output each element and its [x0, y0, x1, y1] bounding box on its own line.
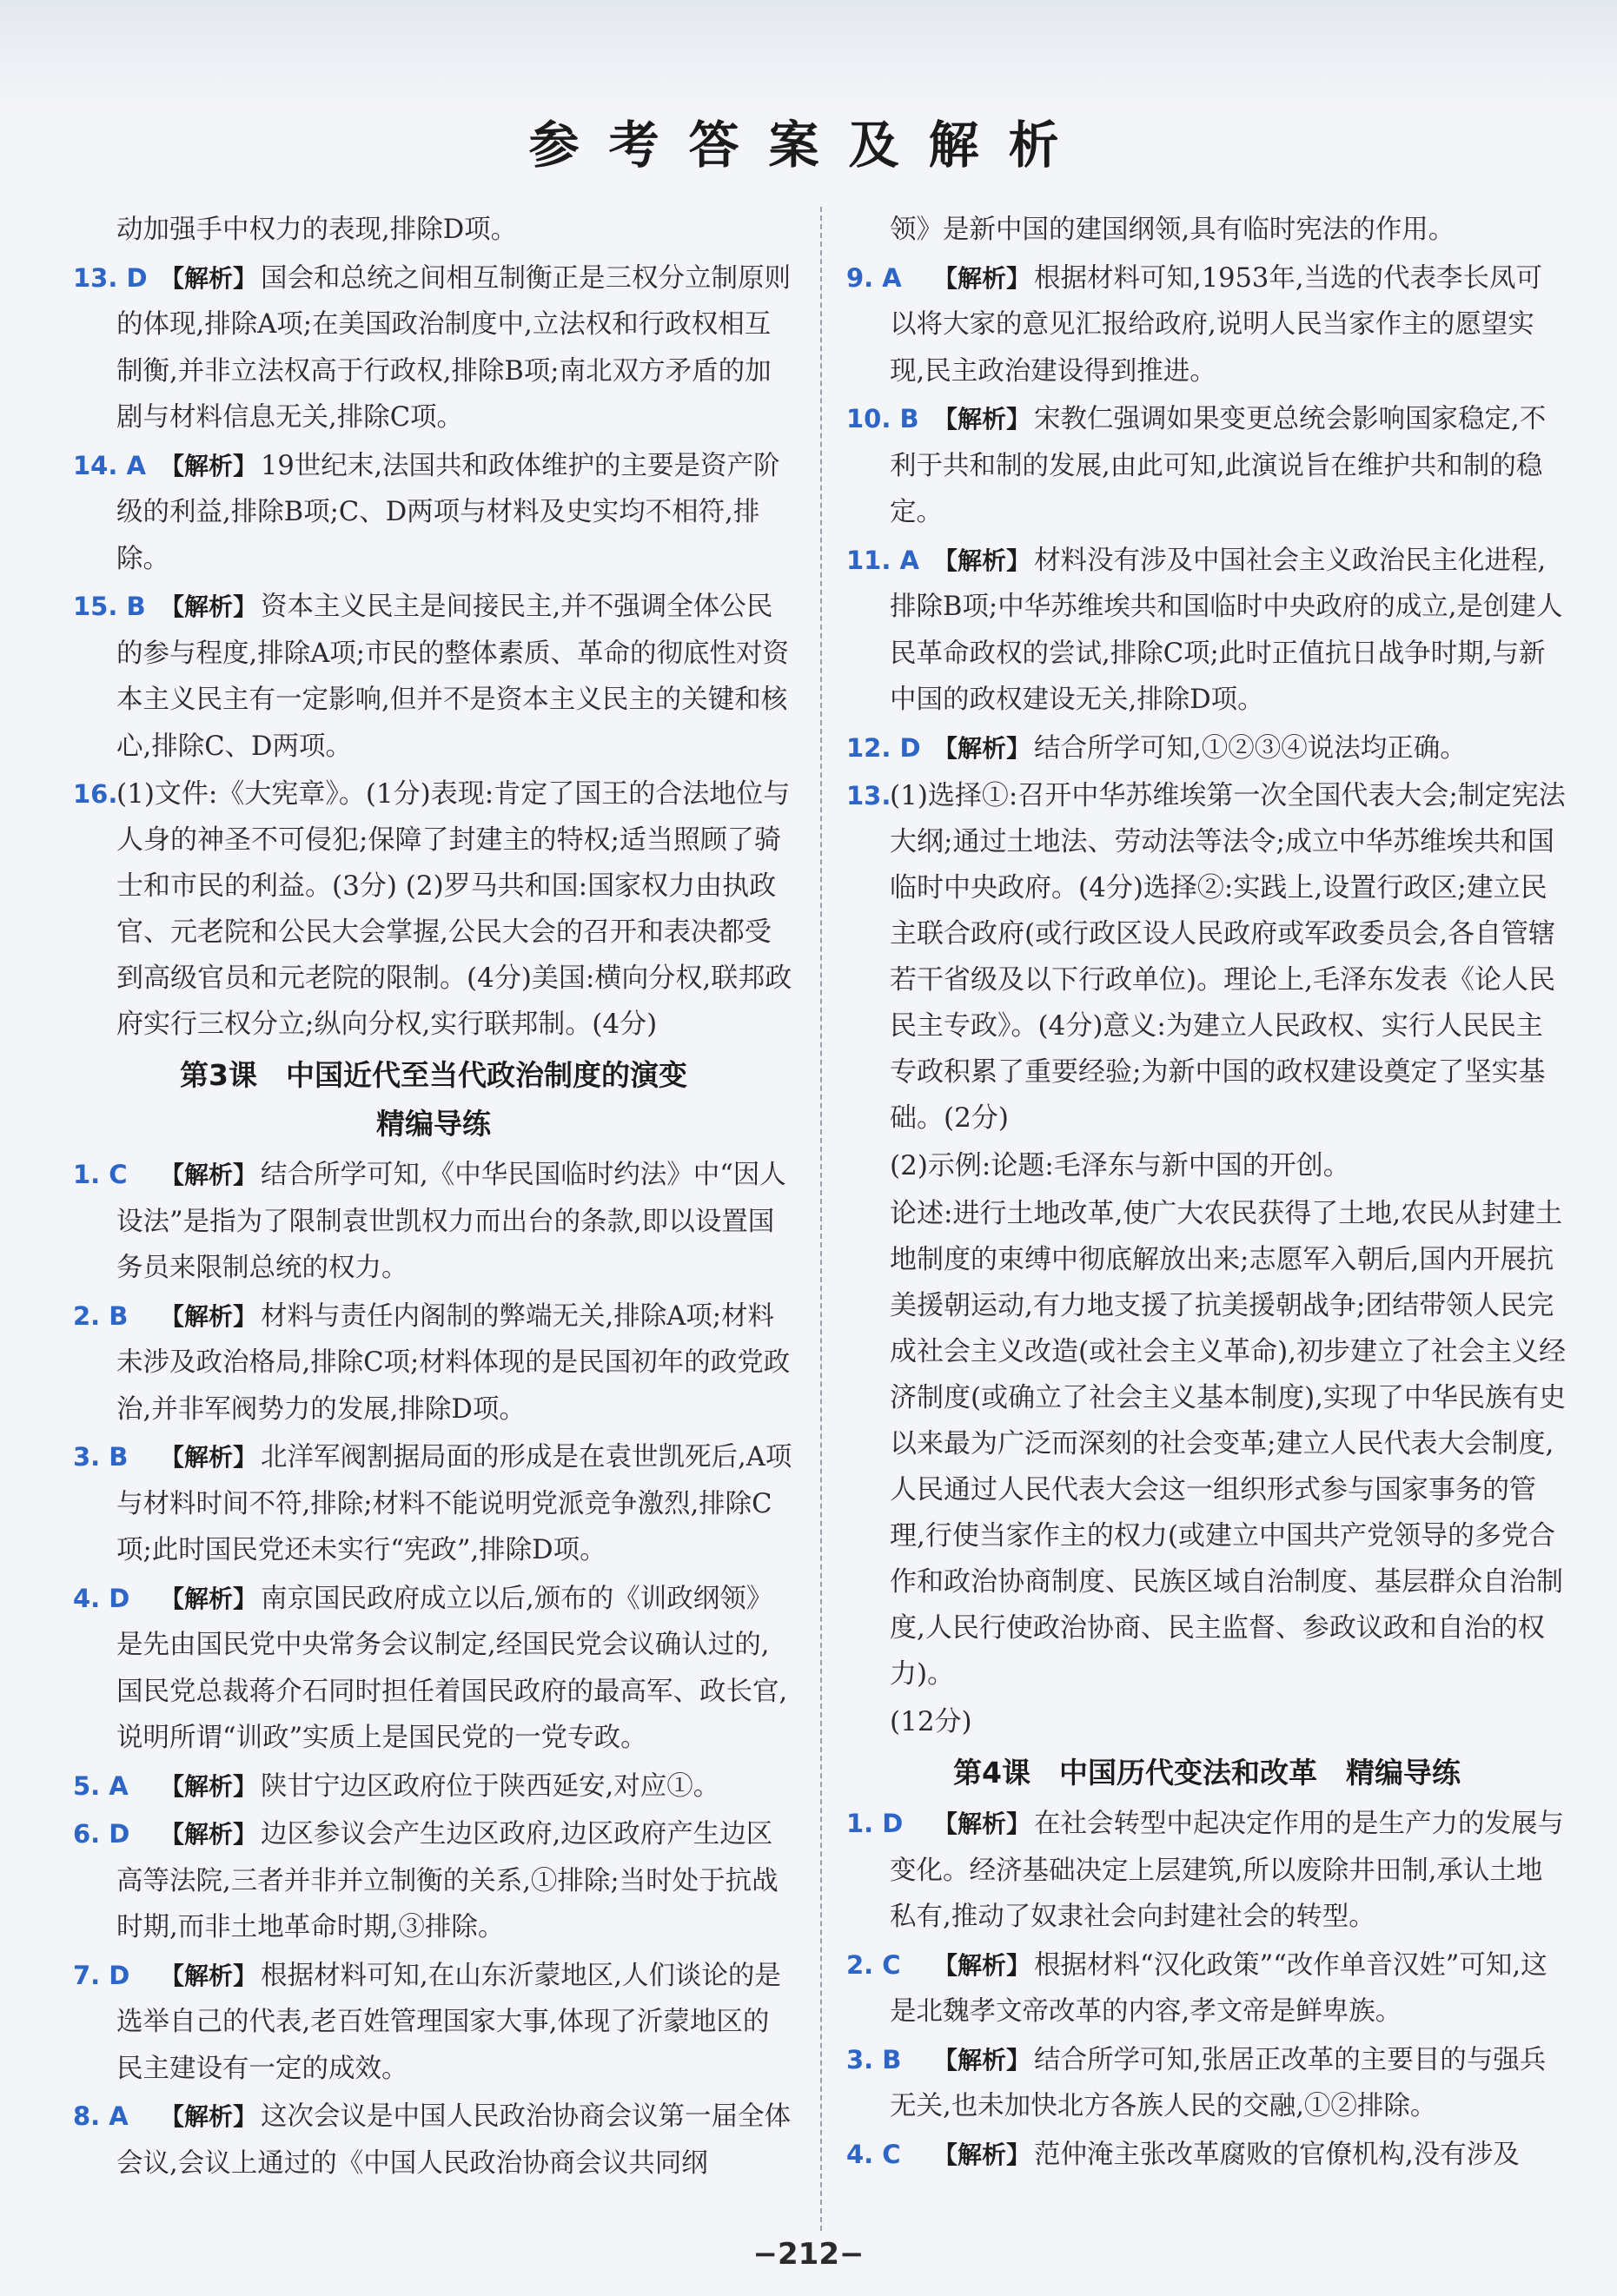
analysis-tag: 【解析】 [160, 1301, 258, 1331]
answer-item [73, 1152, 794, 1292]
analysis-tag: 【解析】 [160, 1820, 258, 1849]
answer-item [73, 2094, 794, 2187]
answer-number: 2. B [73, 1300, 129, 1331]
answer-text: 陕甘宁边区政府位于陕西延安,对应①。 [261, 1770, 720, 1802]
analysis-tag: 【解析】 [160, 1443, 258, 1472]
analysis-tag: 【解析】 [160, 451, 258, 480]
answer-number: 5. A [73, 1770, 129, 1801]
page-title: 参考答案及解析 [528, 116, 1089, 175]
analysis-tag: 【解析】 [160, 1161, 258, 1189]
answer-text: 这次会议是中国人民政治协商会议第一届全体会议,会议上通过的《中国人民政治协商会议共同纲 [116, 2101, 792, 2179]
answer-number: 6. D [73, 1819, 130, 1849]
answer-text: 资本主义民主是间接民主,并不强调全体公民的参与程度,排除A项;市民的整体素质、革命的彻底性对资本主义民主有一定影响,但并不是资本主义民主的关键和核心,排除C、D两项。 [116, 592, 789, 762]
answer-text: 南京国民政府成立以后,颁布的《训政纲领》是先由国民党中央常务会议制定,经国民党会议确认过的,国民党总裁蒋介石同时担任着国民政府的最高军、政长官,说明所谓“训政”实质上是国民党的一党专政。 [116, 1583, 788, 1753]
answer-number: 4. C [846, 2139, 901, 2169]
answer-text: 北洋军阀割据局面的形成是在袁世凯死后,A项与材料时间不符,排除;材料不能说明党派竞争激烈,排除C项;此时国民党还未实行“宪政”,排除D项。 [116, 1442, 792, 1565]
analysis-tag: 【解析】 [933, 1950, 1031, 1980]
analysis-tag: 【解析】 [160, 592, 258, 621]
answer-text: 材料没有涉及中国社会主义政治民主化进程,排除B项;中华苏维埃共和国临时中央政府的成立,是创建人民革命政权的尝试,排除C项;此时正值抗日战争时期,与新中国的政权建设无关,排除D项。 [890, 545, 1563, 715]
answer-number: 1. C [73, 1160, 128, 1189]
lesson-title: 第4课 中国历代变法和改革 精编导练 [953, 1756, 1461, 1790]
answer-item [73, 1763, 794, 1810]
answer-text: 边区参议会产生边区政府,边区政府产生边区高等法院,三者并非并立制衡的关系,①排除;当时处于抗战时期,而非土地革命时期,③排除。 [116, 1819, 779, 1942]
answer-item [73, 584, 794, 770]
page-number: −212− [752, 2237, 865, 2272]
answer-number: 9. A [846, 262, 902, 293]
answer-text: 范仲淹主张改革腐败的官僚机构,没有涉及 [1034, 2139, 1520, 2170]
answer-number: 4. D [73, 1583, 130, 1613]
answer-item [846, 2132, 1567, 2179]
analysis-tag: 【解析】 [933, 546, 1031, 575]
answer-number: 11. A [846, 545, 919, 575]
essay-answer-13 [846, 773, 1567, 1141]
answer-number: 13. D [73, 262, 148, 293]
answer-text: 结合所学可知,张居正改革的主要目的与强兵无关,也未加快北方各族人民的交融,①②排除。 [890, 2044, 1547, 2121]
answer-number: 2. C [846, 1949, 901, 1980]
essay-score: (12分) [890, 1706, 972, 1737]
answer-item [73, 1576, 794, 1762]
continuation-text: 动加强手中权力的表现,排除D项。 [116, 215, 518, 245]
answer-text: 结合所学可知,《中华民国临时约法》中“因人设法”是指为了限制袁世凯权力而出台的条款,即以设置国务员来限制总统的权力。 [116, 1160, 786, 1283]
analysis-tag: 【解析】 [160, 1771, 258, 1801]
answer-item [846, 396, 1567, 536]
answer-text: 材料与责任内阁制的弊端无关,排除A项;材料未涉及政治格局,排除C项;材料体现的是民国初年的政党政治,并非军阀势力的发展,排除D项。 [116, 1300, 791, 1425]
answer-number: 10. B [846, 404, 919, 433]
answer-text: 国会和总统之间相互制衡正是三权分立制原则的体现,排除A项;在美国政治制度中,立法权和行政权相互制衡,并非立法权高于行政权,排除B项;南北双方矛盾的加剧与材料信息无关,排除C项。 [116, 262, 792, 433]
answer-item [846, 2037, 1567, 2130]
lesson-heading [73, 1051, 794, 1148]
column-divider [820, 207, 822, 2231]
right-column [846, 207, 1567, 2180]
essay-example: (2)示例:论题:毛泽东与新中国的开创。 [890, 1150, 1350, 1181]
answer-number: 16. [73, 779, 118, 809]
header-band [0, 0, 1617, 113]
answer-item [73, 1294, 794, 1433]
analysis-tag: 【解析】 [160, 2102, 258, 2131]
answer-number: 8. A [73, 2101, 129, 2131]
answer-item [846, 538, 1567, 724]
answer-number: 3. B [73, 1442, 129, 1472]
answer-item [846, 1801, 1567, 1941]
answer-number: 12. D [846, 732, 921, 763]
answer-number: 3. B [846, 2044, 902, 2074]
answer-item [846, 255, 1567, 395]
answer-item [73, 1434, 794, 1574]
continuation-text: 领》是新中国的建国纲领,具有临时宪法的作用。 [890, 215, 1455, 245]
answer-item [73, 255, 794, 441]
answer-text: (1)文件:《大宪章》。(1分)表现:肯定了国王的合法地位与人身的神圣不可侵犯;保障了封建主的特权;适当照顾了骑士和市民的利益。(3分) (2)罗马共和国:国家权力由执政官、元老院和公民大会掌握,公民大会的召开和表决都受到高级官员和元老院的限制。(4分)美国:横向分权,联邦政府实行三权分立;纵向分权,实行联邦制。(4分) [116, 778, 792, 1040]
analysis-tag: 【解析】 [933, 263, 1031, 293]
answer-text: 19世纪末,法国共和政体维护的主要是资产阶级的利益,排除B项;C、D两项与材料及史实均不相符,排除。 [116, 450, 780, 574]
answer-text: 根据材料可知,在山东沂蒙地区,人们谈论的是选举自己的代表,老百姓管理国家大事,体现了沂蒙地区的民主建设有一定的成效。 [116, 1960, 781, 2084]
answer-text: 宋教仁强调如果变更总统会影响国家稳定,不利于共和制的发展,由此可知,此演说旨在维护共和制的稳定。 [890, 404, 1547, 527]
answer-item [73, 1811, 794, 1951]
lesson-subtitle: 精编导练 [376, 1107, 491, 1141]
answer-text: 根据材料“汉化政策”“改作单音汉姓”可知,这是北魏孝文帝改革的内容,孝文帝是鲜卑族。 [890, 1949, 1547, 2027]
essay-answer-16 [73, 771, 794, 1048]
answer-number: 7. D [73, 1960, 130, 1990]
analysis-tag: 【解析】 [160, 1584, 258, 1613]
answer-item [73, 1953, 794, 2093]
answer-text: 在社会转型中起决定作用的是生产力的发展与变化。经济基础决定上层建筑,所以废除井田制,承认土地私有,推动了奴隶社会向封建社会的转型。 [890, 1809, 1565, 1932]
answer-item [846, 1942, 1567, 2035]
answer-text: (1)选择①:召开中华苏维埃第一次全国代表大会;制定宪法大纲;通过土地法、劳动法等法令;成立中华苏维埃共和国临时中央政府。(4分)选择②:实践上,设置行政区;建立民主联合政府(或行政区设人民政府或军政委员会,各自管辖若干省级及以下行政单位)。理论上,毛泽东发表《论人民民主专政》。(4分)意义:为建立人民政权、实行人民民主专政积累了重要经验;为新中国的政权建设奠定了坚实基础。(2分) [890, 780, 1566, 1134]
answer-text: 根据材料可知,1953年,当选的代表李长凤可以将大家的意见汇报给政府,说明人民当家作主的愿望实现,民主政治建设得到推进。 [890, 262, 1543, 387]
analysis-tag: 【解析】 [933, 1810, 1031, 1838]
answer-item [73, 443, 794, 583]
answer-number: 14. A [73, 450, 146, 480]
analysis-tag: 【解析】 [160, 1961, 258, 1990]
answer-number: 1. D [846, 1809, 904, 1838]
analysis-tag: 【解析】 [933, 405, 1031, 433]
lesson-heading [846, 1749, 1567, 1797]
lesson-title: 第3课 中国近代至当代政治制度的演变 [180, 1058, 687, 1092]
left-column [73, 207, 794, 2188]
analysis-tag: 【解析】 [933, 2045, 1031, 2074]
analysis-tag: 【解析】 [160, 263, 258, 293]
answer-text: 结合所学可知,①②③④说法均正确。 [1034, 732, 1467, 764]
essay-argument: 论述:进行土地改革,使广大农民获得了土地,农民从封建土地制度的束缚中彻底解放出来;志愿军入朝后,国内开展抗美援朝运动,有力地支援了抗美援朝战争;团结带领人民完成社会主义改造(或社会主义革命),初步建立了社会主义经济制度(或确立了社会主义基本制度),实现了中华民族有史以来最为广泛而深刻的社会变革;建立人民代表大会制度,人民通过人民代表大会这一组织形式参与国家事务的管理,行使当家作主的权力(或建立中国共产党领导的多党合作和政治协商制度、民族区域自治制度、基层群众自治制度,人民行使政治协商、民主监督、参政议政和自治的权力)。 [890, 1198, 1567, 1690]
answer-number: 15. B [73, 592, 146, 621]
analysis-tag: 【解析】 [933, 733, 1031, 763]
answer-item [846, 725, 1567, 772]
answer-number: 13. [846, 781, 891, 811]
analysis-tag: 【解析】 [933, 2140, 1031, 2169]
